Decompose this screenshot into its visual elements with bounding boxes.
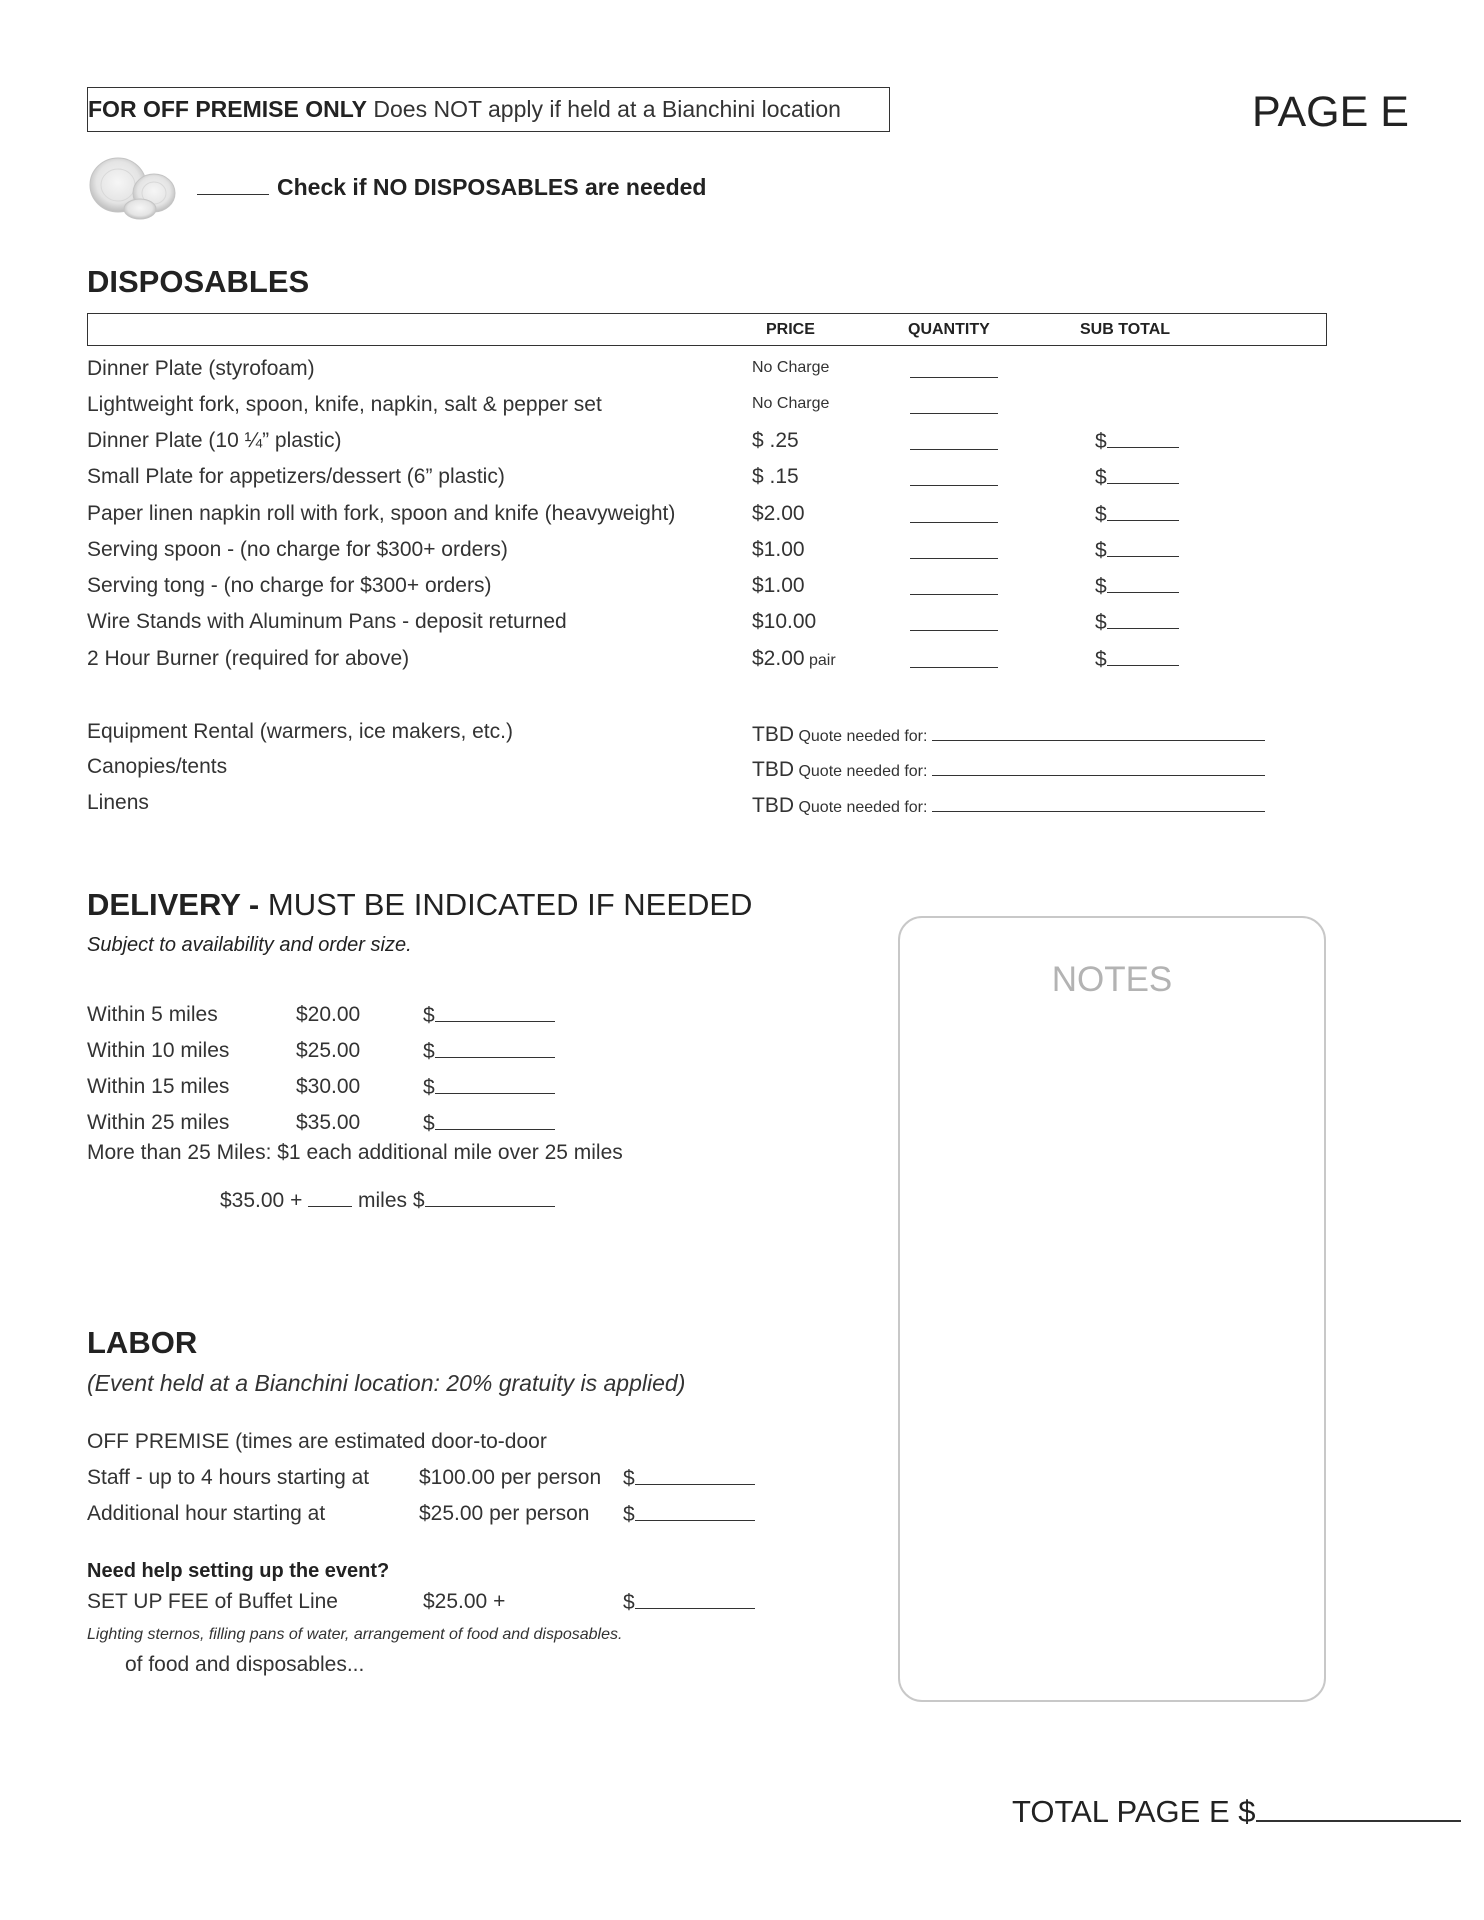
subtotal-line[interactable] <box>1107 538 1179 557</box>
subtotal-currency: $ <box>1095 430 1107 453</box>
tbd-text: TBD <box>752 794 794 817</box>
subtotal-field[interactable] <box>1095 538 1179 563</box>
disposable-item-label: Dinner Plate (10 ¼” plastic) <box>87 429 342 452</box>
quantity-column-header: QUANTITY <box>908 321 990 338</box>
disposable-row <box>87 357 1327 393</box>
price-value: No Charge <box>752 395 830 412</box>
plates-icon <box>88 155 180 221</box>
disposables-table-header <box>87 313 1327 346</box>
off-premise-text: Does NOT apply if held at a Bianchini location <box>367 96 841 122</box>
subtotal-field[interactable] <box>1095 574 1179 599</box>
notes-box[interactable] <box>898 916 1326 1702</box>
delivery-total-field[interactable] <box>435 1003 555 1022</box>
delivery-currency: $ <box>423 1112 435 1135</box>
no-disposables-checkbox[interactable] <box>197 174 706 201</box>
tbd-item-label: Canopies/tents <box>87 755 228 778</box>
labor-label: Additional hour starting at <box>87 1502 326 1525</box>
quantity-field[interactable] <box>910 449 998 450</box>
delivery-price: $35.00 <box>296 1111 361 1134</box>
disposable-row <box>87 429 1327 465</box>
price-suffix: pair <box>804 652 836 669</box>
disposable-item-label: Wire Stands with Aluminum Pans - deposit returned <box>87 610 567 633</box>
price-value: $10.00 <box>752 610 817 633</box>
delivery-more-than: More than 25 Miles: $1 each additional mile over 25 miles <box>87 1141 623 1164</box>
price-value: $ .25 <box>752 429 799 452</box>
price-value: $2.00 <box>752 502 805 525</box>
disposable-item-price <box>752 538 805 562</box>
quote-field[interactable] <box>932 726 1265 741</box>
delivery-price: $20.00 <box>296 1003 361 1026</box>
setup-fee-currency: $ <box>623 1591 635 1614</box>
labor-title: LABOR <box>87 1325 198 1360</box>
quote-text: Quote needed for: <box>794 763 928 780</box>
no-disposables-label: Check if NO DISPOSABLES are needed <box>277 174 707 200</box>
off-premise-bold: FOR OFF PREMISE ONLY <box>88 96 368 122</box>
disposables-title: DISPOSABLES <box>87 264 310 299</box>
quantity-field[interactable] <box>910 522 998 523</box>
subtotal-line[interactable] <box>1107 610 1179 629</box>
subtotal-line[interactable] <box>1107 647 1179 666</box>
tbd-item-label: Linens <box>87 791 149 814</box>
quantity-field[interactable] <box>910 667 998 668</box>
tbd-item-label: Equipment Rental (warmers, ice makers, etc.) <box>87 720 513 743</box>
total-page-e <box>1012 1794 1461 1830</box>
price-value: $1.00 <box>752 574 805 597</box>
disposable-item-price <box>752 574 805 598</box>
quote-text: Quote needed for: <box>794 728 928 745</box>
disposable-item-price <box>752 647 836 671</box>
delivery-title-bold: DELIVERY - <box>87 887 268 922</box>
labor-off-premise: OFF PREMISE (times are estimated door-to-door <box>87 1430 547 1453</box>
setup-fee-label: SET UP FEE of Buffet Line <box>87 1590 338 1613</box>
subtotal-field[interactable] <box>1095 429 1179 454</box>
subtotal-field[interactable] <box>1095 502 1179 527</box>
tbd-text: TBD <box>752 723 794 746</box>
disposable-row <box>87 465 1327 501</box>
price-value: $ .15 <box>752 465 799 488</box>
disposable-item-price <box>752 359 829 377</box>
quantity-field[interactable] <box>910 413 998 414</box>
price-value: $2.00 <box>752 647 805 670</box>
quantity-field[interactable] <box>910 594 998 595</box>
delivery-currency: $ <box>423 1004 435 1027</box>
delivery-title-rest: MUST BE INDICATED IF NEEDED <box>267 887 753 922</box>
labor-total-field[interactable] <box>635 1502 755 1521</box>
setup-fee-total-field[interactable] <box>635 1590 755 1609</box>
subtotal-currency: $ <box>1095 611 1107 634</box>
delivery-formula-miles: miles $ <box>352 1189 425 1212</box>
disposable-item-label: 2 Hour Burner (required for above) <box>87 647 410 670</box>
help-title: Need help setting up the event? <box>87 1560 390 1582</box>
delivery-currency: $ <box>423 1040 435 1063</box>
delivery-extra-total-field[interactable] <box>425 1188 555 1207</box>
tbd-row <box>87 791 1327 827</box>
no-disposables-line[interactable] <box>197 176 269 195</box>
delivery-total-field[interactable] <box>435 1075 555 1094</box>
subtotal-currency: $ <box>1095 466 1107 489</box>
subtotal-field[interactable] <box>1095 465 1179 490</box>
disposable-item-label: Small Plate for appetizers/dessert (6” plastic) <box>87 465 505 488</box>
delivery-currency: $ <box>423 1076 435 1099</box>
disposable-item-price <box>752 610 816 634</box>
page-label: PAGE E <box>1252 88 1409 136</box>
delivery-distance: Within 25 miles <box>87 1111 230 1134</box>
disposable-row <box>87 610 1327 646</box>
subtotal-currency: $ <box>1095 575 1107 598</box>
subtotal-field[interactable] <box>1095 647 1179 672</box>
tbd-quote <box>752 723 1265 747</box>
disposable-row <box>87 393 1327 429</box>
subtotal-line[interactable] <box>1107 429 1179 448</box>
total-label: TOTAL PAGE E $ <box>1012 1794 1256 1829</box>
disposable-item-price <box>752 502 805 526</box>
delivery-title <box>87 887 752 923</box>
labor-price: $25.00 per person <box>419 1502 590 1525</box>
disposable-row <box>87 538 1327 574</box>
quantity-field[interactable] <box>910 558 998 559</box>
labor-price: $100.00 per person <box>419 1466 602 1489</box>
quantity-field[interactable] <box>910 630 998 631</box>
labor-subtitle: (Event held at a Bianchini location: 20% gratuity is applied) <box>87 1370 686 1396</box>
subtotal-column-header: SUB TOTAL <box>1080 321 1171 338</box>
notes-title: NOTES <box>1051 960 1173 999</box>
subtotal-currency: $ <box>1095 539 1107 562</box>
disposable-item-label: Lightweight fork, spoon, knife, napkin, salt & pepper set <box>87 393 602 416</box>
delivery-extra-miles-field[interactable] <box>308 1188 352 1207</box>
delivery-total-field[interactable] <box>435 1111 555 1130</box>
price-value: No Charge <box>752 359 830 376</box>
setup-fee-note: Lighting sternos, filling pans of water, arrangement of food and disposables. <box>87 1626 623 1643</box>
labor-currency: $ <box>623 1503 635 1526</box>
quantity-field[interactable] <box>910 377 998 378</box>
disposable-item-label: Paper linen napkin roll with fork, spoon and knife (heavyweight) <box>87 502 676 525</box>
disposable-row <box>87 574 1327 610</box>
tbd-text: TBD <box>752 758 794 781</box>
tbd-row <box>87 755 1327 791</box>
price-column-header: PRICE <box>766 321 815 338</box>
quote-field[interactable] <box>932 761 1265 776</box>
tbd-quote <box>752 758 1265 782</box>
subtotal-line[interactable] <box>1107 502 1179 521</box>
price-value: $1.00 <box>752 538 805 561</box>
tbd-quote <box>752 794 1265 818</box>
quote-field[interactable] <box>932 797 1265 812</box>
delivery-formula-prefix: $35.00 + <box>220 1189 309 1212</box>
delivery-distance: Within 15 miles <box>87 1075 230 1098</box>
quote-text: Quote needed for: <box>794 799 928 816</box>
setup-fee-price: $25.00 + <box>423 1590 506 1613</box>
disposable-item-price <box>752 429 799 453</box>
delivery-subtitle: Subject to availability and order size. <box>87 934 412 956</box>
delivery-formula <box>220 1188 555 1213</box>
total-field[interactable] <box>1256 1794 1461 1822</box>
labor-label: Staff - up to 4 hours starting at <box>87 1466 370 1489</box>
subtotal-currency: $ <box>1095 648 1107 671</box>
tbd-row <box>87 720 1327 756</box>
subtotal-currency: $ <box>1095 503 1107 526</box>
delivery-distance: Within 10 miles <box>87 1039 230 1062</box>
disposable-item-label: Serving tong - (no charge for $300+ orders) <box>87 574 492 597</box>
off-premise-notice <box>87 87 890 132</box>
delivery-price: $30.00 <box>296 1075 361 1098</box>
labor-currency: $ <box>623 1467 635 1490</box>
setup-fee-note-2: of food and disposables... <box>125 1653 365 1676</box>
delivery-price: $25.00 <box>296 1039 361 1062</box>
labor-total-field[interactable] <box>635 1466 755 1485</box>
disposable-row <box>87 502 1327 538</box>
delivery-total-field[interactable] <box>435 1039 555 1058</box>
disposable-item-price <box>752 465 799 489</box>
disposable-row <box>87 647 1327 683</box>
subtotal-field[interactable] <box>1095 610 1179 635</box>
quantity-field[interactable] <box>910 485 998 486</box>
subtotal-line[interactable] <box>1107 574 1179 593</box>
disposable-item-price <box>752 395 829 413</box>
delivery-distance: Within 5 miles <box>87 1003 218 1026</box>
subtotal-line[interactable] <box>1107 465 1179 484</box>
disposable-item-label: Dinner Plate (styrofoam) <box>87 357 315 380</box>
disposable-item-label: Serving spoon - (no charge for $300+ orders) <box>87 538 508 561</box>
